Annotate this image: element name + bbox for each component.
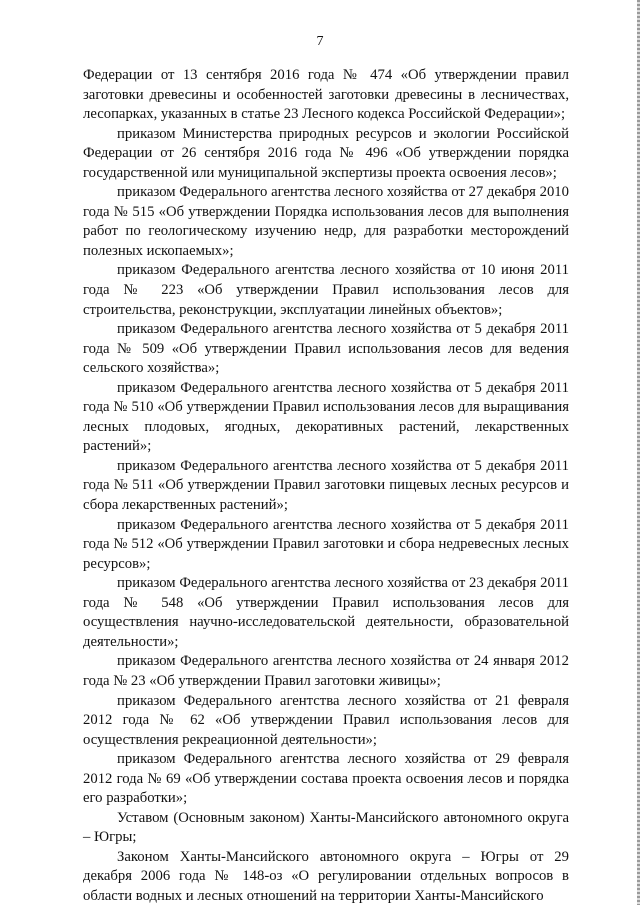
paragraph-order-69: приказом Федерального агентства лесного хозяйства от 29 февраля 2012 года № 69 «Об утверждении состава проекта освоения лесов и порядка его разработки»; (83, 751, 569, 807)
paragraph-charter: Уставом (Основным законом) Ханты-Мансийского автономного округа – Югры; (83, 809, 569, 846)
paragraph-law-148-oz: Законом Ханты-Мансийского автономного округа – Югры от 29 декабря 2006 года № 148-оз «О регулировании отдельных вопросов в области водных и лесных отношений на территории Ханты-Мансийского (83, 848, 569, 904)
paragraph-order-minprirody-496: приказом Министерства природных ресурсов и экологии Российской Федерации от 26 сентября 2016 года № 496 «Об утверждении порядка государственной или муниципальной экспертизы проекта освоения лесов»; (83, 125, 569, 181)
paragraph-order-62: приказом Федерального агентства лесного хозяйства от 21 февраля 2012 года № 62 «Об утверждении Правил использования лесов для осуществления рекреационной деятельности»; (83, 692, 569, 748)
document-body (83, 66, 569, 907)
paragraph-order-510: приказом Федерального агентства лесного хозяйства от 5 декабря 2011 года № 510 «Об утверждении Правил использования лесов для выращивания лесных плодовых, ягодных, декоративных растений, лекарственных растений»; (83, 379, 569, 455)
paragraph-order-509: приказом Федерального агентства лесного хозяйства от 5 декабря 2011 года № 509 «Об утверждении Правил использования лесов для ведения сельского хозяйства»; (83, 321, 569, 377)
paragraph-order-511: приказом Федерального агентства лесного хозяйства от 5 декабря 2011 года № 511 «Об утверждении Правил заготовки пищевых лесных ресурсов и сбора лекарственных растений»; (83, 457, 569, 514)
paragraph-continuation: Федерации от 13 сентября 2016 года № 474 «Об утверждении правил заготовки древесины и особенностей заготовки древесины в лесничествах, лесопарках, указанных в статье 23 Лесного кодекса Российской Федерации»; (83, 67, 569, 123)
page-number: 7 (316, 34, 324, 49)
paragraph-order-515: приказом Федерального агентства лесного хозяйства от 27 декабря 2010 года № 515 «Об утверждении Порядка использования лесов для выполнения работ по геологическому изучению недр, для разработки месторождений полезных ископаемых»; (83, 184, 569, 259)
paragraph-order-512: приказом Федерального агентства лесного хозяйства от 5 декабря 2011 года № 512 «Об утверждении Правил заготовки и сбора недревесных лесных ресурсов»; (83, 516, 569, 572)
paragraph-order-548: приказом Федерального агентства лесного хозяйства от 23 декабря 2011 года № 548 «Об утверждении Правил использования лесов для осуществления научно-исследовательской деятельности, образовательной деятельности»; (83, 575, 569, 650)
paragraph-order-223: приказом Федерального агентства лесного хозяйства от 10 июня 2011 года № 223 «Об утверждении Правил использования лесов для строительства, реконструкции, эксплуатации линейных объектов»; (83, 262, 569, 318)
paragraph-order-23: приказом Федерального агентства лесного хозяйства от 24 января 2012 года № 23 «Об утверждении Правил заготовки живицы»; (83, 653, 569, 689)
